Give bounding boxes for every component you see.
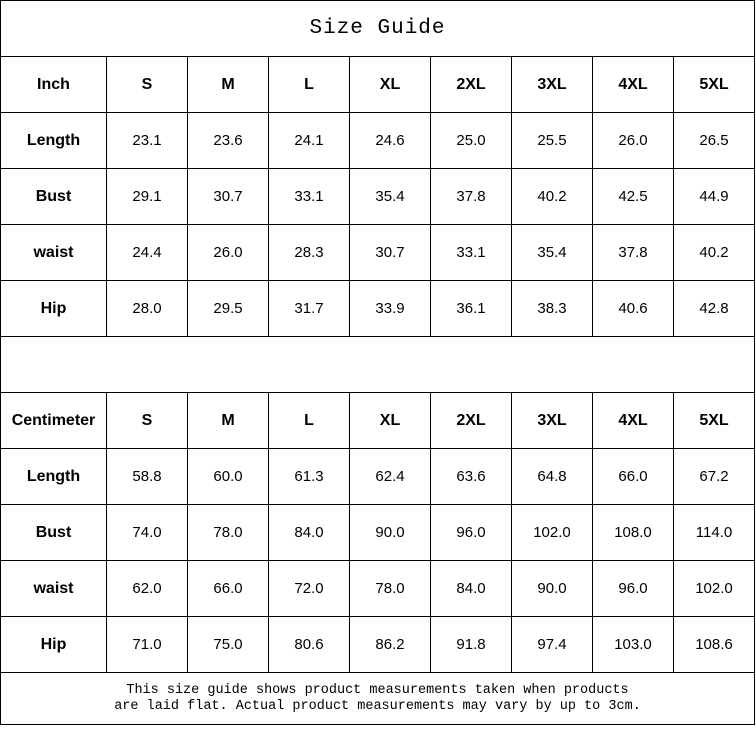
measurement-cell: 71.0 [107,617,188,673]
measurement-cell: 29.1 [107,169,188,225]
measurement-cell: 31.7 [269,281,350,337]
measurement-cell: 64.8 [512,449,593,505]
measurement-cell: 97.4 [512,617,593,673]
measurement-cell: 28.0 [107,281,188,337]
measurement-cell: 24.1 [269,113,350,169]
measurement-cell: 37.8 [593,225,674,281]
footer-note-line2: are laid flat. Actual product measurements may vary by up to 3cm. [114,698,641,714]
size-header-3xl: 3XL [512,57,593,113]
row-label-bust-cm: Bust [1,505,107,561]
footer-note [1,673,755,725]
page-title: Size Guide [1,1,755,57]
measurement-cell: 26.0 [188,225,269,281]
row-label-waist-inch: waist [1,225,107,281]
measurement-cell: 74.0 [107,505,188,561]
measurement-cell: 33.1 [269,169,350,225]
measurement-cell: 40.2 [512,169,593,225]
title-row [1,1,755,57]
measurement-cell: 96.0 [593,561,674,617]
measurement-cell: 35.4 [350,169,431,225]
inch-header-row [1,57,755,113]
measurement-cell: 90.0 [350,505,431,561]
measurement-cell: 26.5 [674,113,755,169]
measurement-cell: 33.1 [431,225,512,281]
measurement-cell: 103.0 [593,617,674,673]
measurement-cell: 80.6 [269,617,350,673]
measurement-cell: 91.8 [431,617,512,673]
measurement-cell: 33.9 [350,281,431,337]
size-header-5xl-cm: 5XL [674,393,755,449]
measurement-cell: 30.7 [350,225,431,281]
table-row [1,281,755,337]
table-row [1,505,755,561]
measurement-cell: 60.0 [188,449,269,505]
measurement-cell: 24.4 [107,225,188,281]
measurement-cell: 75.0 [188,617,269,673]
measurement-cell: 38.3 [512,281,593,337]
size-header-4xl-cm: 4XL [593,393,674,449]
table-row [1,169,755,225]
measurement-cell: 35.4 [512,225,593,281]
measurement-cell: 29.5 [188,281,269,337]
size-header-xl-cm: XL [350,393,431,449]
size-header-m-cm: M [188,393,269,449]
measurement-cell: 84.0 [431,561,512,617]
table-row [1,113,755,169]
measurement-cell: 25.0 [431,113,512,169]
measurement-cell: 102.0 [512,505,593,561]
table-row [1,617,755,673]
measurement-cell: 40.2 [674,225,755,281]
measurement-cell: 40.6 [593,281,674,337]
measurement-cell: 86.2 [350,617,431,673]
measurement-cell: 108.0 [593,505,674,561]
row-label-waist-cm: waist [1,561,107,617]
measurement-cell: 37.8 [431,169,512,225]
size-header-5xl: 5XL [674,57,755,113]
measurement-cell: 67.2 [674,449,755,505]
measurement-cell: 26.0 [593,113,674,169]
unit-header-inch: Inch [1,57,107,113]
measurement-cell: 108.6 [674,617,755,673]
table-row [1,225,755,281]
cm-header-row [1,393,755,449]
measurement-cell: 42.8 [674,281,755,337]
measurement-cell: 24.6 [350,113,431,169]
measurement-cell: 63.6 [431,449,512,505]
measurement-cell: 114.0 [674,505,755,561]
footer-row [1,673,755,725]
measurement-cell: 23.1 [107,113,188,169]
measurement-cell: 25.5 [512,113,593,169]
measurement-cell: 58.8 [107,449,188,505]
size-header-xl: XL [350,57,431,113]
measurement-cell: 62.0 [107,561,188,617]
size-header-3xl-cm: 3XL [512,393,593,449]
measurement-cell: 66.0 [188,561,269,617]
measurement-cell: 90.0 [512,561,593,617]
size-header-s: S [107,57,188,113]
measurement-cell: 42.5 [593,169,674,225]
size-header-2xl: 2XL [431,57,512,113]
measurement-cell: 28.3 [269,225,350,281]
measurement-cell: 30.7 [188,169,269,225]
measurement-cell: 62.4 [350,449,431,505]
measurement-cell: 66.0 [593,449,674,505]
row-label-length-inch: Length [1,113,107,169]
size-header-l: L [269,57,350,113]
row-label-length-cm: Length [1,449,107,505]
measurement-cell: 72.0 [269,561,350,617]
size-header-m: M [188,57,269,113]
measurement-cell: 78.0 [188,505,269,561]
measurement-cell: 23.6 [188,113,269,169]
row-label-bust-inch: Bust [1,169,107,225]
table-gap [1,337,755,393]
footer-note-line1: This size guide shows product measurements taken when products [126,682,629,698]
size-header-2xl-cm: 2XL [431,393,512,449]
measurement-cell: 61.3 [269,449,350,505]
spacer-row [1,337,755,393]
size-header-l-cm: L [269,393,350,449]
row-label-hip-inch: Hip [1,281,107,337]
row-label-hip-cm: Hip [1,617,107,673]
measurement-cell: 84.0 [269,505,350,561]
measurement-cell: 36.1 [431,281,512,337]
table-row [1,449,755,505]
measurement-cell: 78.0 [350,561,431,617]
table-row [1,561,755,617]
size-header-s-cm: S [107,393,188,449]
measurement-cell: 102.0 [674,561,755,617]
unit-header-centimeter: Centimeter [1,393,107,449]
size-header-4xl: 4XL [593,57,674,113]
measurement-cell: 96.0 [431,505,512,561]
measurement-cell: 44.9 [674,169,755,225]
